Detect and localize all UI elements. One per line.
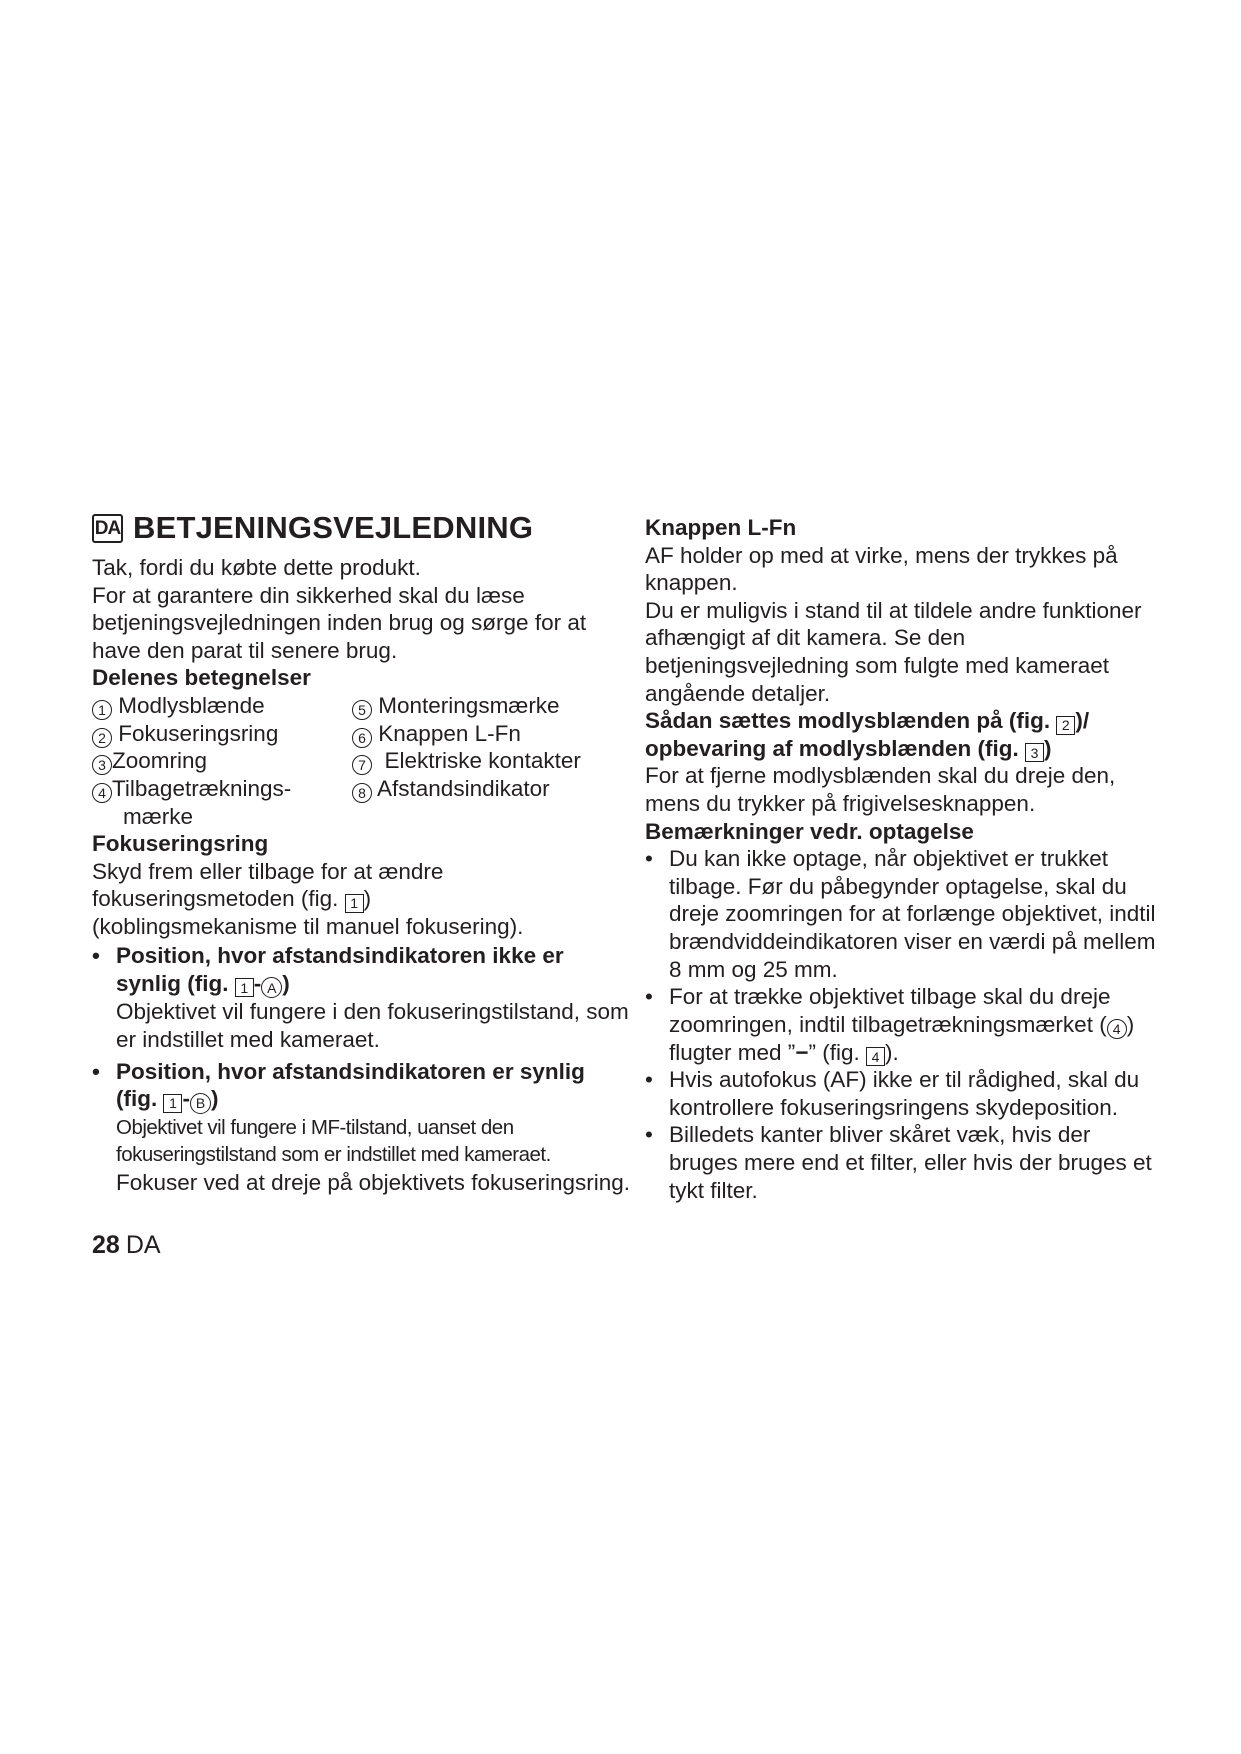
right-column <box>645 514 1165 1204</box>
bullet-title-text: Position, hvor afstandsindikatoren ikke er synlig (fig. <box>116 943 564 996</box>
focus-bullet-body: Objektivet vil fungere i MF-tilstand, uanset den fokuseringstilstand som er indstillet med kameraet. <box>116 1115 551 1167</box>
part-number-badge: 1 <box>92 700 112 720</box>
part-number-badge: 2 <box>92 728 112 748</box>
part-number-badge: 6 <box>352 728 372 748</box>
part-number-badge: 8 <box>352 783 372 803</box>
intro-thanks: Tak, fordi du købte dette produkt. <box>92 555 421 580</box>
part-label: Monteringsmærke <box>378 692 560 718</box>
separator: - <box>182 1086 190 1112</box>
part-item-3 <box>92 747 207 775</box>
focus-ring-text <box>92 858 632 913</box>
bullet-dot: • <box>645 984 653 1010</box>
part-item-1 <box>92 692 265 720</box>
separator: - <box>253 970 262 996</box>
part-number-badge: 4 <box>92 783 112 803</box>
note-text: Hvis autofokus (AF) ikke er til rådighed, skal du kontrollere fokuseringsringens skydeposition. <box>669 1067 1140 1120</box>
note-item-4 <box>645 1121 1165 1204</box>
focus-ring-heading: Fokuseringsring <box>92 830 269 856</box>
part-label: Tilbagetræknings- <box>112 775 292 801</box>
part-label: Afstandsindikator <box>377 775 550 801</box>
hood-heading-b: )/ opbevaring af modlysblænden (fig. <box>645 708 1090 761</box>
note-text: Du kan ikke optage, når objektivet er trukket tilbage. Før du påbegynder optagelse, skal du dreje zoomringen for at forlænge objektivet, indtil brændviddeindikatoren viser en værdi på mellem 8 mm og 25 mm. <box>669 846 1156 982</box>
bullet-title-text: Position, hvor afstandsindikatoren er synlig (fig. <box>116 1058 585 1112</box>
part-item-8 <box>352 775 550 803</box>
close-paren: ) <box>210 1086 219 1112</box>
part-label: Knappen L-Fn <box>378 720 521 746</box>
lfn-text-1: AF holder op med at virke, mens der trykkes på knappen. <box>645 542 1118 596</box>
part-item-6 <box>352 720 521 748</box>
part-label: Fokuseringsring <box>118 720 279 746</box>
bullet-dot: • <box>645 1067 653 1093</box>
circled-letter: B <box>190 1093 211 1114</box>
part-label: Zoomring <box>112 748 208 774</box>
part-item-2 <box>92 720 278 748</box>
focus-ring-mechanism: (koblingsmekanisme til manuel fokusering). <box>92 913 524 939</box>
note-text <box>669 983 1165 1066</box>
dash-symbol: − <box>795 1039 809 1065</box>
note-text-d: ). <box>884 1039 899 1065</box>
figure-ref: 1 <box>235 978 254 997</box>
part-item-7 <box>352 747 581 775</box>
page-language: DA <box>125 1231 161 1259</box>
focus-bullet-not-visible <box>92 942 632 1053</box>
figure-ref: 3 <box>1025 743 1044 762</box>
language-badge: DA <box>92 514 123 543</box>
note-text-a: For at trække objektivet tilbage skal du dreje zoomringen, indtil tilbagetrækningsmærket ( <box>669 984 1111 1037</box>
title-row <box>92 508 632 548</box>
lfn-heading: Knappen L-Fn <box>645 515 797 540</box>
note-item-2 <box>645 983 1165 1066</box>
parts-heading: Delenes betegnelser <box>92 665 311 691</box>
part-number-badge: 5 <box>352 700 372 720</box>
left-column <box>92 510 632 1197</box>
part-label: Modlysblænde <box>118 692 265 718</box>
focus-bullet-visible <box>92 1058 632 1197</box>
note-text-b: ) flugter med ” <box>669 1011 1135 1065</box>
intro-safety: For at garantere din sikkerhed skal du læse betjeningsvejledningen inden brug og sørge for at have den parat til senere brug. <box>92 582 587 663</box>
lfn-text-2: Du er muligvis i stand til at tildele andre funktioner afhængigt af dit kamera. Se den betjeningsvejledning som fulgte med kameraet angående detaljer. <box>645 597 1142 706</box>
note-text: Billedets kanter bliver skåret væk, hvis der bruges mere end et filter, eller hvis der bruges et tykt filter. <box>669 1122 1152 1203</box>
note-text-c: ” (fig. <box>808 1039 866 1065</box>
part-number-badge: 3 <box>92 755 112 775</box>
part-label: Elektriske kontakter <box>384 748 581 774</box>
circled-letter: A <box>261 977 282 998</box>
hood-heading-c: ) <box>1044 735 1052 761</box>
close-paren: ) <box>282 970 290 996</box>
bullet-dot: • <box>645 846 653 872</box>
bullet-dot: • <box>645 1122 653 1148</box>
focus-ring-text-b: ) <box>363 886 372 912</box>
bullet-dot: • <box>92 1058 100 1084</box>
hood-text: For at fjerne modlysblænden skal du dreje den, mens du trykker på frigivelsesknappen. <box>645 763 1116 816</box>
parts-list <box>92 692 632 830</box>
page-footer <box>92 1231 161 1260</box>
hood-heading <box>645 707 1165 762</box>
note-item-1 <box>645 845 1165 983</box>
notes-heading: Bemærkninger vedr. optagelse <box>645 818 974 844</box>
part-number-badge: 7 <box>352 755 372 775</box>
focus-ring-text-a: Skyd frem eller tilbage for at ændre fokuseringsmetoden (fig. <box>92 858 444 912</box>
number-badge: 4 <box>1107 1019 1127 1039</box>
figure-ref: 4 <box>866 1047 885 1066</box>
hood-heading-a: Sådan sættes modlysblænden på (fig. <box>645 708 1057 734</box>
page-title: BETJENINGSVEJLEDNING <box>133 510 534 546</box>
figure-ref: 1 <box>345 894 364 913</box>
focus-bullet-title <box>116 1058 632 1114</box>
focus-bullet-body: Objektivet vil fungere i den fokuseringstilstand, som er indstillet med kameraet. <box>116 999 629 1053</box>
part-item-4 <box>92 775 291 831</box>
figure-ref: 2 <box>1056 716 1075 735</box>
part-item-5 <box>352 692 560 720</box>
part-label-continued: mærke <box>123 803 194 829</box>
bullet-dot: • <box>92 943 100 969</box>
page-number: 28 <box>92 1231 120 1259</box>
focus-bullet-title <box>116 942 632 998</box>
note-item-3 <box>645 1066 1165 1121</box>
focus-bullet-body-2: Fokuser ved at dreje på objektivets fokuseringsring. <box>116 1169 631 1195</box>
figure-ref: 1 <box>163 1094 182 1113</box>
